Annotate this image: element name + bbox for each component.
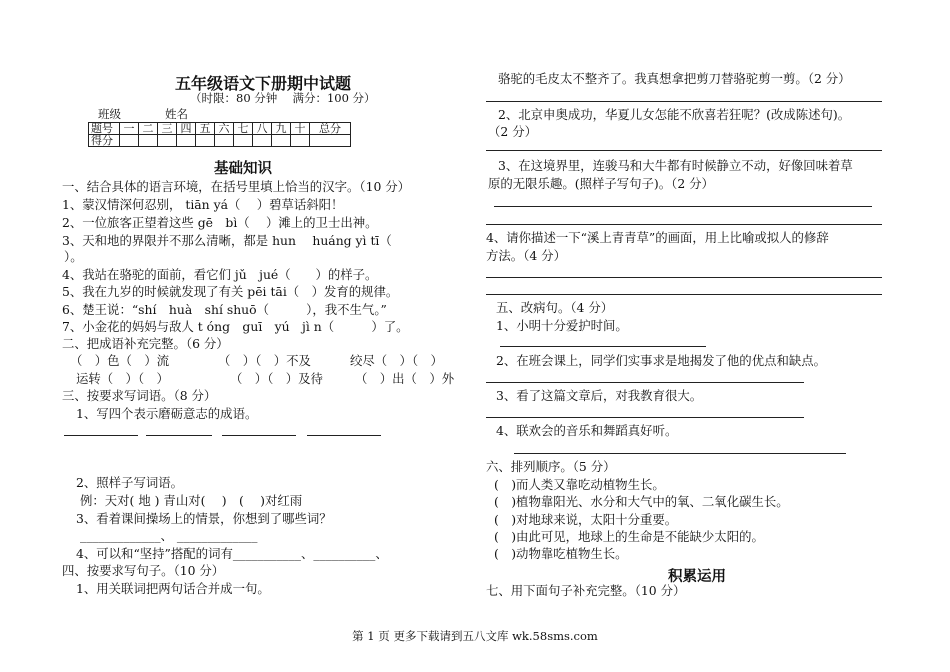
q3-blanks: _____________、 _____________ [80,528,258,543]
q1-item: 7、小金花的妈妈与敌人 t óng guī yú jì n（ ）了。 [62,319,409,334]
answer-line[interactable] [486,382,804,383]
q4-item3: 3、在这境界里，连骏马和大牛都有时候静立不动，好像回味着草 [498,158,853,173]
q3-title: 三、按要求写词语。（8 分） [62,388,217,403]
score-cell[interactable] [139,135,158,147]
q5-title: 五、改病句。（4 分） [496,300,614,315]
score-cell[interactable] [120,135,139,147]
q6-item: ( )动物靠吃植物生长。 [494,546,628,561]
q4-item1: 1、用关联词把两句话合并成一句。 [76,581,270,596]
q6-title: 六、排列顺序。（5 分） [486,459,616,474]
q3-item2: 2、照样子写词语。 [76,475,184,490]
q1-item: ）。 [64,249,83,264]
page-subtitle: （时限：80 分钟 满分：100 分） [190,91,376,105]
answer-line[interactable] [222,435,296,436]
q6-item: ( )由此可见，地球上的生命是不能缺少太阳的。 [494,529,764,544]
answer-line[interactable] [486,277,882,278]
q5-item: 4、联欢会的音乐和舞蹈真好听。 [496,423,678,438]
idiom-blank: （ ）（ ）不及 [218,353,311,368]
score-header-cell: 二 [139,123,158,135]
q6-item: ( )植物靠阳光、水分和大气中的氧、二氧化碳生长。 [494,494,789,509]
q4-item4: 4、请你描述一下“溪上青青草”的画面，用上比喻或拟人的修辞 [486,230,829,245]
q3-item1: 1、写四个表示磨砺意志的成语。 [76,406,258,421]
score-header-cell: 九 [272,123,291,135]
answer-line[interactable] [486,101,882,102]
answer-line[interactable] [500,346,706,347]
q1-item: 3、天和地的界限并不那么清晰，都是 hun huáng yì tī（ [62,233,405,248]
answer-line[interactable] [486,294,882,295]
idiom-blank: （ ）出（ ）外 [355,371,455,386]
q4-item4-cont: 方法。（4 分） [486,248,566,263]
answer-line[interactable] [146,435,212,436]
score-header-cell: 六 [215,123,234,135]
score-header-cell: 题号 [89,123,120,135]
score-cell[interactable] [215,135,234,147]
q3-item4: 4、可以和“坚持”搭配的词有___________、__________、 [76,546,388,561]
score-header-cell: 七 [234,123,253,135]
q1-item: 6、楚王说：“shí huà shí shuō（ ），我不生气。” [62,302,387,317]
q1-title: 一、结合具体的语言环境，在括号里填上恰当的汉字。（10 分） [62,179,411,194]
score-header-cell: 一 [120,123,139,135]
q5-item: 1、小明十分爱护时间。 [496,318,628,333]
q3-example: 例：天对( 地 ) 青山对( ) ( )对红雨 [80,493,303,508]
score-cell[interactable] [234,135,253,147]
page-footer: 第 1 页 更多下载请到五八文库 wk.58sms.com [352,629,598,643]
q7-title: 七、用下面句子补充完整。（10 分） [486,583,686,598]
score-cell[interactable] [272,135,291,147]
q1-item: 1、蒙汉情深何忍别， tiān yá（ ）碧草话斜阳！ [62,197,344,212]
score-cell[interactable] [196,135,215,147]
name-label: 姓名 [165,107,188,121]
q4-item3-cont: 原的无限乐趣。(照样子写句子)。（2 分） [488,176,714,191]
q1-item: 4、我站在骆驼的面前，看它们 jǔ jué（ ）的样子。 [62,267,378,282]
q3-item3: 3、看着课间操场上的情景，你想到了哪些词？ [76,511,332,526]
score-cell[interactable] [177,135,196,147]
q2-title: 二、把成语补充完整。（6 分） [62,336,229,351]
score-cell[interactable] [253,135,272,147]
answer-line[interactable] [514,453,846,454]
q4-item2-score: （2 分） [488,124,537,139]
score-header-cell: 三 [158,123,177,135]
q5-item: 3、看了这篇文章后，对我教育很大。 [496,388,703,403]
score-cell[interactable] [310,135,351,147]
idiom-blank: （ ）色（ ）流 [70,353,170,368]
idiom-blank: （ ）（ ）及待 [230,371,323,386]
q6-item: ( )对地球来说，太阳十分重要。 [494,512,678,527]
score-row-label: 得分 [89,135,120,147]
idiom-blank: 运转（ ）（ ） [76,371,169,386]
idiom-blank: 绞尽（ ）（ ） [350,353,443,368]
score-table [88,122,351,147]
page-title: 五年级语文下册期中试题 [175,74,352,93]
answer-line[interactable] [486,417,804,418]
score-cell[interactable] [291,135,310,147]
answer-line[interactable] [486,150,882,151]
q6-item: ( )而人类又靠吃动植物生长。 [494,477,665,492]
score-header-cell: 十 [291,123,310,135]
class-label: 班级 [98,107,121,121]
q4-continued: 骆驼的毛皮太不整齐了。我真想拿把剪刀替骆驼剪一剪。（2 分） [498,71,851,86]
answer-line[interactable] [307,435,381,436]
section-heading-basic: 基础知识 [214,160,272,177]
q1-item: 5、我在九岁的时候就发现了有关 pēi tāi（ ）发育的规律。 [62,284,399,299]
score-header-cell: 四 [177,123,196,135]
answer-line[interactable] [486,224,882,225]
q4-item2: 2、北京申奥成功，华夏儿女怎能不欣喜若狂呢？(改成陈述句)。 [498,107,851,122]
answer-line[interactable] [64,435,138,436]
section-heading-accumulate: 积累运用 [668,568,726,585]
q4-title: 四、按要求写句子。（10 分） [62,563,225,578]
q5-item: 2、在班会课上，同学们实事求是地揭发了他的优点和缺点。 [496,353,827,368]
q1-item: 2、一位旅客正望着这些 gē bì（ ）滩上的卫士出神。 [62,215,378,230]
score-cell[interactable] [158,135,177,147]
score-header-cell: 五 [196,123,215,135]
score-header-cell: 总分 [310,123,351,135]
answer-line[interactable] [494,206,872,207]
score-header-cell: 八 [253,123,272,135]
